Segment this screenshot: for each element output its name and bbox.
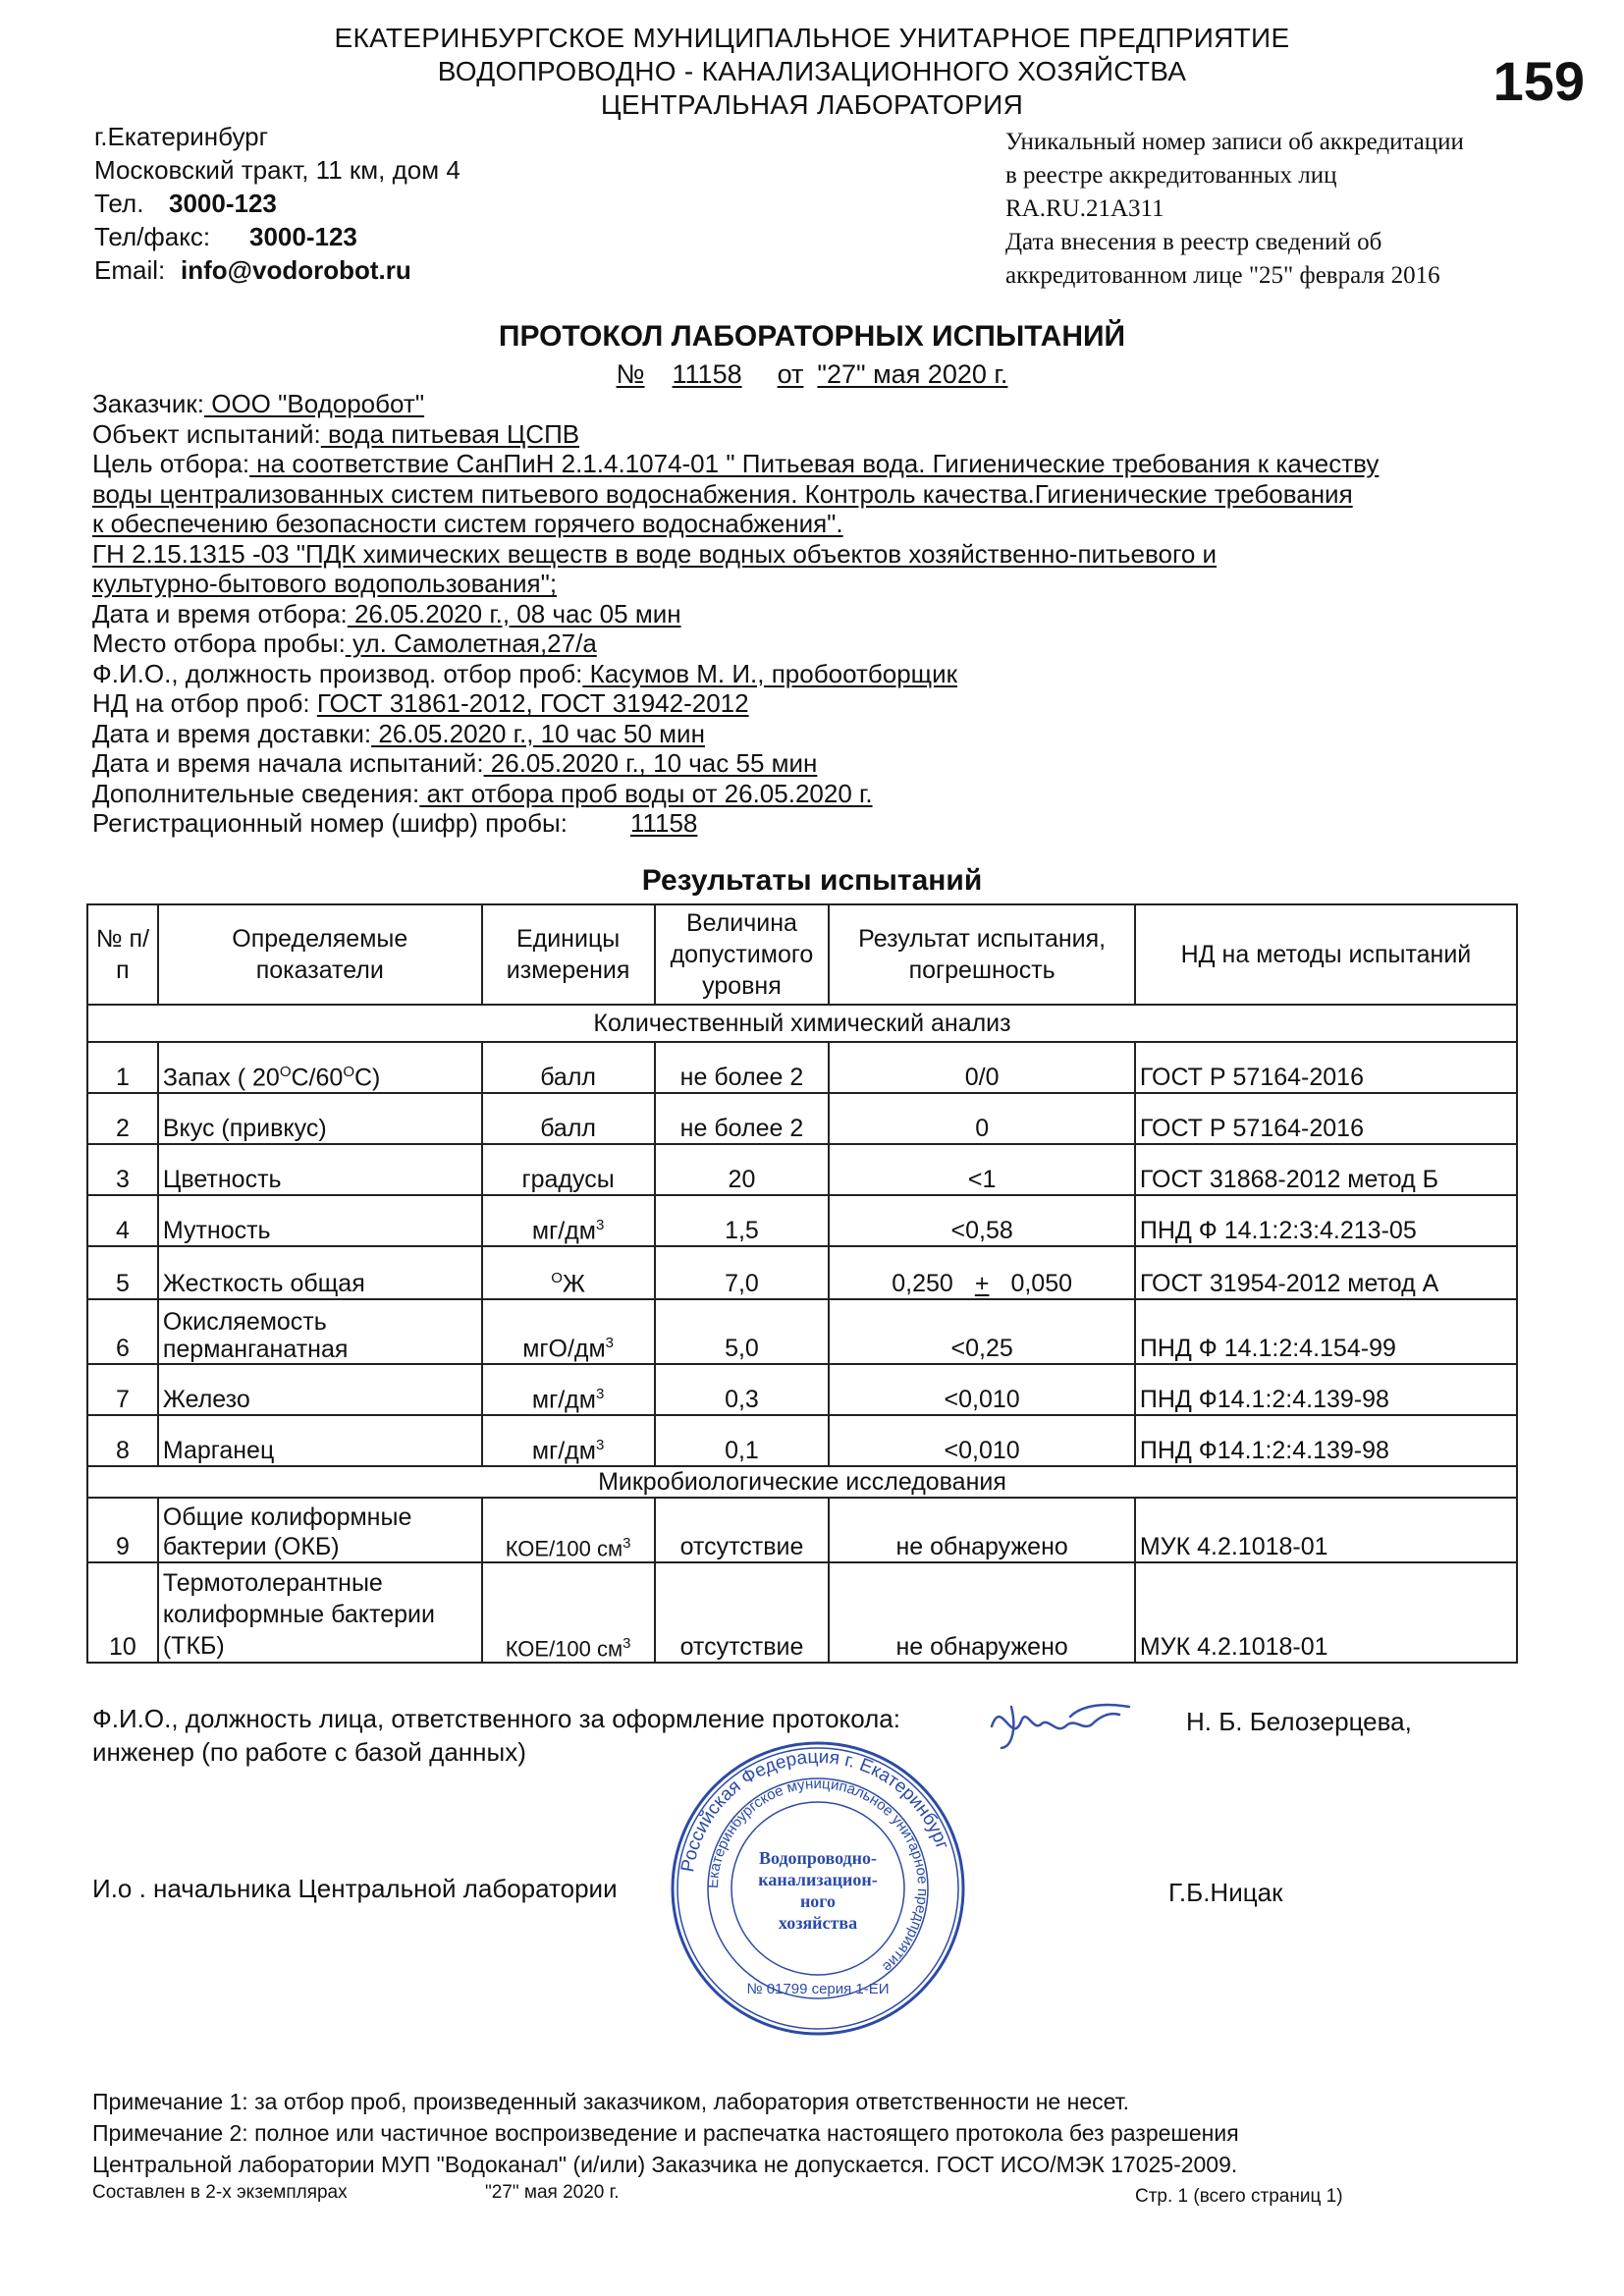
address-email: Email: info@vodorobot.ru xyxy=(94,255,411,285)
stamp-center-line: хозяйства xyxy=(778,1913,858,1933)
sample-info xyxy=(92,389,1526,839)
handwritten-signature xyxy=(972,1687,1139,1756)
row-num: 6 xyxy=(87,1299,158,1364)
row-result: не обнаружено xyxy=(829,1498,1134,1562)
results-table xyxy=(86,903,1518,1664)
accreditation-line: аккредитованном лице "25" февраля 2016 xyxy=(1005,262,1440,289)
table-row xyxy=(87,1299,1517,1364)
row-unit: балл xyxy=(482,1042,655,1093)
nd-line: НД на отбор проб: ГОСТ 31861-2012, ГОСТ 31942-2012 xyxy=(92,688,749,718)
stamp-ring-top: Российская Федерация г. Екатеринбург xyxy=(677,1746,953,1874)
org-line-3: ЦЕНТРАЛЬНАЯ ЛАБОРАТОРИЯ xyxy=(600,89,1024,120)
row-param: Окисляемость перманганатная xyxy=(158,1299,482,1364)
stamp-bottom: № 01799 серия 1-ЕИ xyxy=(746,1981,890,1997)
place-line: Место отбора пробы: ул. Самолетная,27/а xyxy=(92,629,597,658)
responsible-position: инженер (по работе с базой данных) xyxy=(92,1737,526,1767)
org-header xyxy=(0,22,1624,122)
header-limit: Величина допустимого уровня xyxy=(655,904,830,1005)
row-method: ПНД Ф 14.1:2:3:4.213-05 xyxy=(1135,1195,1517,1246)
row-param: Запах ( $20^OС/60^OС$) xyxy=(158,1042,482,1093)
stamp-center-line: канализацион- xyxy=(758,1870,878,1889)
address-block xyxy=(94,120,460,287)
table-row xyxy=(87,1144,1517,1195)
row-param: Общие колиформные бактерии (ОКБ) xyxy=(158,1498,482,1562)
row-num: 3 xyxy=(87,1144,158,1195)
accreditation-line: в реестре аккредитованных лиц xyxy=(1005,162,1337,189)
row-limit: 5,0 xyxy=(655,1299,830,1364)
row-num: 4 xyxy=(87,1195,158,1246)
header-num: № п/п xyxy=(87,904,158,1005)
protocol-title: ПРОТОКОЛ ЛАБОРАТОРНЫХ ИСПЫТАНИЙ xyxy=(498,320,1126,353)
row-method: МУК 4.2.1018-01 xyxy=(1135,1498,1517,1562)
table-header-row xyxy=(87,904,1517,1005)
row-limit: отсутствие xyxy=(655,1562,830,1663)
section-row xyxy=(87,1005,1517,1042)
table-row xyxy=(87,1562,1517,1663)
reg-line: Регистрационный номер (шифр) пробы: 11158 xyxy=(92,808,698,838)
header-unit: Единицы измерения xyxy=(482,904,655,1005)
sampling-datetime-line: Дата и время отбора: 26.05.2020 г., 08 час 05 мин xyxy=(92,598,681,629)
stamp-center-line: ного xyxy=(799,1891,837,1911)
row-unit: КОЕ/100 $см^3$ xyxy=(482,1498,655,1562)
row-result: <0,58 xyxy=(829,1195,1134,1246)
note-2: Примечание 2: полное или частичное воспроизведение и распечатка настоящего протокола без разрешения xyxy=(92,2120,1239,2146)
org-line-2: ВОДОПРОВОДНО - КАНАЛИЗАЦИОННОГО ХОЗЯЙСТВА xyxy=(437,56,1187,86)
purpose-line: воды централизованных систем питьевого водоснабжения. Контроль качества.Гигиенические требования xyxy=(92,478,1353,509)
accreditation-line: RA.RU.21А311 xyxy=(1005,195,1164,222)
stamp-ring-mid: Екатеринбургское муниципальное унитарное предприятие xyxy=(704,1775,932,1976)
row-method: МУК 4.2.1018-01 xyxy=(1135,1562,1517,1663)
address-city: г.Екатеринбург xyxy=(94,122,269,151)
row-limit: 7,0 xyxy=(655,1246,830,1299)
purpose-line: к обеспечению безопасности систем горячего водоснабжения". xyxy=(92,509,843,538)
copies-date: "27" мая 2020 г. xyxy=(485,2182,620,2203)
section-micro: Микробиологические исследования xyxy=(87,1466,1517,1498)
responsible-name: Н. Б. Белозерцева, xyxy=(1186,1707,1412,1736)
row-param: Марганец xyxy=(158,1415,482,1466)
table-row xyxy=(87,1246,1517,1299)
row-result: 0 xyxy=(829,1093,1134,1144)
address-street: Московский тракт, 11 км, дом 4 xyxy=(94,155,460,185)
row-result: 0/0 xyxy=(829,1042,1134,1093)
row-param: Жесткость общая xyxy=(158,1246,482,1299)
row-num: 1 xyxy=(87,1042,158,1093)
page-number: 159 xyxy=(1492,50,1585,112)
address-fax: Тел/факс: 3000-123 xyxy=(94,222,357,251)
row-result: 0,250 + 0,050 xyxy=(829,1246,1134,1299)
section-chemical: Количественный химический анализ xyxy=(87,1005,1517,1042)
row-unit: $^O$Ж xyxy=(482,1246,655,1299)
row-unit: $мг/дм^3$ xyxy=(482,1195,655,1246)
protocol-number: № 11158 от "27" мая 2020 г. xyxy=(616,359,1008,389)
row-unit: градусы xyxy=(482,1144,655,1195)
row-param: Термотолерантные колиформные бактерии (ТКБ) xyxy=(158,1562,482,1663)
org-line-1: ЕКАТЕРИНБУРГСКОЕ МУНИЦИПАЛЬНОЕ УНИТАРНОЕ ПРЕДПРИЯТИЕ xyxy=(334,23,1290,53)
purpose-line: Цель отбора: на соответствие СанПиН 2.1.4.1074-01 " Питьевая вода. Гигиенические требования к качеству xyxy=(92,449,1380,478)
head-name: Г.Б.Ницак xyxy=(1168,1878,1283,1907)
accreditation-block xyxy=(1005,126,1595,293)
row-param: Мутность xyxy=(158,1195,482,1246)
row-unit: мгО/$дм^3$ xyxy=(482,1299,655,1364)
head-label: И.о . начальника Центральной лаборатории xyxy=(92,1874,618,1903)
row-limit: 0,1 xyxy=(655,1415,830,1466)
object-line: Объект испытаний: вода питьевая ЦСПВ xyxy=(92,418,580,449)
results-title: Результаты испытаний xyxy=(641,864,983,897)
row-result: не обнаружено xyxy=(829,1562,1134,1663)
row-limit: 0,3 xyxy=(655,1364,830,1415)
row-method: ПНД Ф14.1:2:4.139-98 xyxy=(1135,1364,1517,1415)
header-method: НД на методы испытаний xyxy=(1135,904,1517,1005)
row-unit: КОЕ/100 $см^3$ xyxy=(482,1562,655,1663)
test-start-line: Дата и время начала испытаний: 26.05.2020 г., 10 час 55 мин xyxy=(92,748,818,778)
row-method: ГОСТ Р 57164-2016 xyxy=(1135,1042,1517,1093)
row-param: Вкус (привкус) xyxy=(158,1093,482,1144)
row-limit: отсутствие xyxy=(655,1498,830,1562)
row-unit: $мг/дм^3$ xyxy=(482,1415,655,1466)
responsible-label: Ф.И.О., должность лица, ответственного за оформление протокола: xyxy=(92,1704,900,1733)
address-tel: Тел. 3000-123 xyxy=(94,189,277,218)
row-result: <0,010 xyxy=(829,1364,1134,1415)
official-stamp-seal xyxy=(666,1736,970,2041)
row-result: <1 xyxy=(829,1144,1134,1195)
row-num: 8 xyxy=(87,1415,158,1466)
row-limit: не более 2 xyxy=(655,1093,830,1144)
table-row xyxy=(87,1415,1517,1466)
row-unit: $мг/дм^3$ xyxy=(482,1364,655,1415)
additional-line: Дополнительные сведения: акт отбора проб воды от 26.05.2020 г. xyxy=(92,778,873,808)
row-param: Железо xyxy=(158,1364,482,1415)
section-row xyxy=(87,1466,1517,1498)
row-limit: не более 2 xyxy=(655,1042,830,1093)
table-row xyxy=(87,1042,1517,1093)
sampler-line: Ф.И.О., должность производ. отбор проб: Касумов М. И., пробоотборщик xyxy=(92,658,957,688)
row-result: <0,25 xyxy=(829,1299,1134,1364)
header-result: Результат испытания, погрешность xyxy=(829,904,1134,1005)
row-num: 5 xyxy=(87,1246,158,1299)
page-counter: Стр. 1 (всего страниц 1) xyxy=(1135,2186,1343,2207)
table-row xyxy=(87,1093,1517,1144)
delivery-line: Дата и время доставки: 26.05.2020 г., 10 час 50 мин xyxy=(92,718,705,748)
accreditation-line: Уникальный номер записи об аккредитации xyxy=(1005,129,1464,155)
copies-note: Составлен в 2-х экземплярах xyxy=(92,2182,348,2203)
row-param: Цветность xyxy=(158,1144,482,1195)
notes-block xyxy=(92,2086,1239,2180)
row-num: 7 xyxy=(87,1364,158,1415)
row-result: <0,010 xyxy=(829,1415,1134,1466)
accreditation-line: Дата внесения в реестр сведений об xyxy=(1005,229,1382,255)
row-unit: балл xyxy=(482,1093,655,1144)
row-num: 10 xyxy=(87,1562,158,1663)
row-limit: 1,5 xyxy=(655,1195,830,1246)
table-row xyxy=(87,1498,1517,1562)
row-method: ГОСТ Р 57164-2016 xyxy=(1135,1093,1517,1144)
note-2-cont: Центральной лаборатории МУП "Водоканал" (и/или) Заказчика не допускается. ГОСТ ИСО/МЭК 17025-2009. xyxy=(92,2152,1238,2177)
row-method: ГОСТ 31954-2012 метод А xyxy=(1135,1246,1517,1299)
customer-line: Заказчик: ООО "Водоробот" xyxy=(92,389,425,418)
purpose-line: ГН 2.15.1315 -03 "ПДК химических веществ в воде водных объектов хозяйственно-питьевого и xyxy=(92,538,1218,569)
stamp-center-line: Водопроводно- xyxy=(758,1848,878,1868)
header-param: Определяемые показатели xyxy=(158,904,482,1005)
row-method: ПНД Ф14.1:2:4.139-98 xyxy=(1135,1415,1517,1466)
purpose-line: культурно-бытового водопользования"; xyxy=(92,569,558,598)
row-num: 9 xyxy=(87,1498,158,1562)
note-1: Примечание 1: за отбор проб, произведенный заказчиком, лаборатория ответственности не несет. xyxy=(92,2089,1130,2114)
table-row xyxy=(87,1364,1517,1415)
row-limit: 20 xyxy=(655,1144,830,1195)
row-num: 2 xyxy=(87,1093,158,1144)
row-method: ПНД Ф 14.1:2:4.154-99 xyxy=(1135,1299,1517,1364)
table-row xyxy=(87,1195,1517,1246)
row-method: ГОСТ 31868-2012 метод Б xyxy=(1135,1144,1517,1195)
